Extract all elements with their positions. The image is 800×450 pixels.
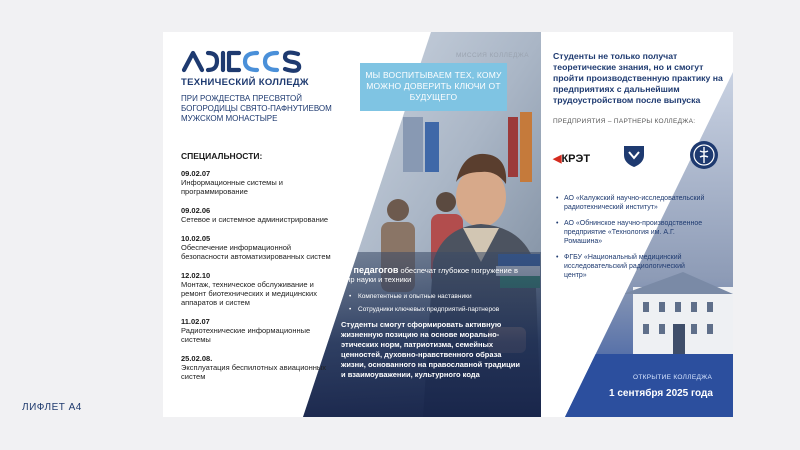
specialty-code: 10.02.05 [181, 234, 211, 243]
specialty-code: 25.02.08. [181, 354, 213, 363]
specialty-code: 09.02.07 [181, 169, 211, 178]
affiliation-text: ПРИ РОЖДЕСТВА ПРЕСВЯТОЙ БОГОРОДИЦЫ СВЯТО-ПАФНУТИЕВОМ МУЖСКОМ МОНАСТЫРЕ [181, 94, 332, 123]
specialty-name: Информационные системы и программирование [181, 178, 283, 196]
specialty-item [181, 169, 339, 196]
specialty-name: Сетевое и системное администрирование [181, 215, 329, 224]
partners-title: ПРЕДПРИЯТИЯ – ПАРТНЕРЫ КОЛЛЕДЖА: [553, 118, 696, 125]
specialty-item [181, 271, 339, 307]
specialty-item [181, 354, 339, 381]
specialty-item [181, 206, 339, 224]
teachers-rest: обеспечат глубокое погружение в мир науки и техники [341, 266, 518, 284]
specialty-name: Радиотехнические информационные системы [181, 326, 311, 344]
specialties-list [181, 169, 339, 391]
specialty-item [181, 317, 339, 344]
logos-logo-icon [181, 48, 303, 74]
mission-statement: МЫ ВОСПИТЫВАЕМ ТЕХ, КОМУ МОЖНО ДОВЕРИТЬ КЛЮЧИ ОТ БУДУЩЕГО [360, 63, 507, 111]
advantages-list [349, 293, 526, 314]
mission-label: МИССИЯ КОЛЛЕДЖА [456, 52, 529, 59]
specialty-item [181, 234, 339, 261]
practice-intro: Студенты не только получат теоретические знания, но и смогут пройти производственную практику на предприятиях с дальнейшим трудоустройством после выпуска [553, 51, 723, 105]
specialty-code: 12.02.10 [181, 271, 211, 280]
partner-item: • ФГБУ «Национальный медицинский исследовательский радиологический центр» [556, 253, 706, 280]
specialty-code: 11.02.07 [181, 317, 210, 326]
specialty-code: 09.02.06 [181, 206, 211, 215]
kret-mark-icon: ◀ [553, 153, 562, 165]
partner-item: • АО «Обнинское научно-производственное предприятие «Технология им. А.Г. Ромашина» [556, 219, 706, 246]
specialty-name: Эксплуатация беспилотных авиационных систем [181, 363, 327, 381]
values-paragraph: Студенты смогут сформировать активную жизненную позицию на основе морально-этических норм, патриотизма, семейных ценностей, духовно-нравственного образа жизни, основанного на православной традиции и взаимоуважении, культурного кода [341, 320, 520, 379]
medical-emblem-icon [689, 140, 719, 170]
teachers-count: 38 педагогов [341, 265, 399, 275]
teachers-statement [341, 266, 526, 284]
opening-date: 1 сентября 2025 года [609, 388, 713, 399]
partner-item: • АО «Калужский научно-исследовательский радиотехнический институт» [556, 194, 706, 212]
advantage-item: • Сотрудники ключевых предприятий-партнеров [349, 306, 526, 314]
opening-label: ОТКРЫТИЕ КОЛЛЕДЖА [633, 374, 713, 381]
middle-text-block [341, 266, 526, 380]
specialty-name: Обеспечение информационной безопасности автоматизированных систем [181, 243, 331, 261]
advantage-item: • Компетентные и опытные наставники [349, 293, 526, 301]
partner-logos [553, 140, 725, 176]
partners-list [556, 194, 706, 287]
college-type-heading: ТЕХНИЧЕСКИЙ КОЛЛЕДЖ [181, 77, 309, 88]
shield-emblem-icon [621, 142, 647, 168]
kret-logo: ◀КРЭТ [553, 153, 591, 165]
leaflet-format-caption: ЛИФЛЕТ А4 [22, 402, 82, 413]
specialty-name: Монтаж, техническое обслуживание и ремонт биотехнических и медицинских аппаратов и систем [181, 280, 317, 307]
specialties-title: СПЕЦИАЛЬНОСТИ: [181, 151, 263, 161]
leaflet-page [163, 32, 733, 417]
